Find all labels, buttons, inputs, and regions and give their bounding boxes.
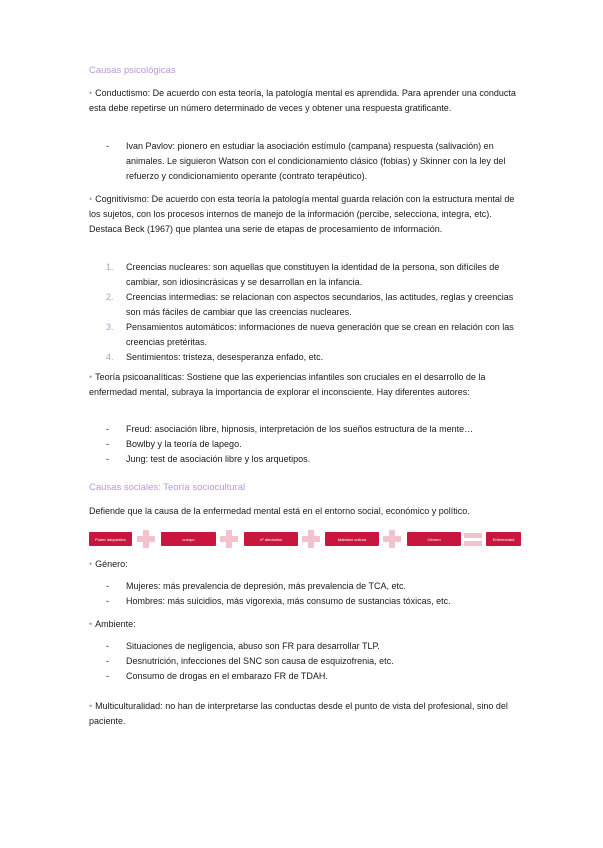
bullet-icon: •	[89, 88, 93, 98]
dash-marker: -	[106, 454, 109, 464]
ambiente-list	[106, 639, 522, 684]
list-item: 3. Pensamientos automáticos: informaciones de nueva generación que se crean en relación con las creencias pretéritas.	[106, 322, 514, 347]
list-item: - Bowlby y la teoría de lapego.	[106, 437, 522, 452]
list-item: - Ivan Pavlov: pionero en estudiar la asociación estímulo (campana) respuesta (salivación) en animales. Le siguieron Watson con el condicionamiento clásico (fobias) y Skinner con la ley del refuerzo y condicionamiento operante (contrato terapéutico).	[106, 141, 506, 181]
bullet-icon: •	[89, 559, 93, 569]
list-item: 2. Creencias intermedias: se relacionan con aspectos secundarios, las actitudes, reglas y creencias son más fáciles de cambiar que las creencias nucleares.	[106, 292, 514, 317]
equals-icon	[464, 532, 482, 546]
bullet-icon: •	[89, 701, 93, 711]
dash-marker: -	[106, 141, 109, 151]
paragraph-cognitivismo: • Cognitivismo: De acuerdo con esta teoría la patología mental guarda relación con la estructura mental de los sujetos, con los procesos internos de manejo de la información (percibe, selecciona, integra, etc). Destaca Beck (1967) que plantea una serie de etapas de procesamiento de información.	[89, 194, 515, 234]
plus-icon	[137, 530, 155, 548]
flow-box: nº afectados	[244, 532, 298, 546]
dash-marker: -	[106, 656, 109, 666]
paragraph-genero: • Género:	[89, 559, 128, 569]
flow-box: Malestar cultura	[325, 532, 379, 546]
paragraph-psicoanaliticas: • Teoría psicoanalíticas: Sostiene que las experiencias infantiles son cruciales en el desarrollo de la enfermedad mental, subraya la importancia de explorar el inconsciente. Hay diferentes autores:	[89, 372, 486, 397]
section-title-social: Causas sociales: Teoría sociocultural	[89, 482, 246, 493]
cognitivismo-list	[106, 260, 522, 365]
flow-box: Enfermedad	[486, 532, 521, 546]
list-item: 4. Sentimientos: tristeza, desesperanza enfado, etc.	[106, 350, 522, 365]
list-item: - Jung: test de asociación libre y los arquetipos.	[106, 452, 522, 467]
genero-list	[106, 579, 522, 609]
bullet-icon: •	[89, 619, 93, 629]
psicoanaliticas-list	[106, 422, 522, 467]
plus-icon	[383, 530, 401, 548]
flow-box: Poder adquisitivo	[89, 532, 132, 546]
number-marker: 2.	[106, 292, 114, 302]
dash-marker: -	[106, 671, 109, 681]
dash-marker: -	[106, 439, 109, 449]
plus-icon	[302, 530, 320, 548]
flow-box: Género	[407, 532, 461, 546]
dash-marker: -	[106, 596, 109, 606]
paragraph-ambiente: • Ambiente:	[89, 619, 136, 629]
paragraph-conductismo: • Conductismo: De acuerdo con esta teoría, la patología mental es aprendida. Para aprender una conducta esta debe repetirse un número determinado de veces y obtener una respuesta gratificante.	[89, 88, 516, 113]
plus-icon	[220, 530, 238, 548]
list-item: - Situaciones de negligencia, abuso son FR para desarrollar TLP.	[106, 639, 522, 654]
list-item: - Mujeres: más prevalencia de depresión, más prevalencia de TCA, etc.	[106, 579, 522, 594]
list-item: - Hombres: más suicidios, más vigorexia, más consumo de sustancias tóxicas, etc.	[106, 594, 522, 609]
dash-marker: -	[106, 641, 109, 651]
causes-flow-diagram	[89, 529, 521, 547]
bullet-icon: •	[89, 372, 93, 382]
list-item: 1. Creencias nucleares: son aquellas que constituyen la identidad de la persona, son difíciles de cambiar, son idiosincrásicas y se desarrollan en la infancia.	[106, 262, 500, 287]
flow-box: cuerpo	[161, 532, 216, 546]
number-marker: 4.	[106, 352, 114, 362]
list-item: - Desnutrición, infecciones del SNC son causa de esquizofrenia, etc.	[106, 654, 522, 669]
conductismo-list	[106, 139, 522, 184]
dash-marker: -	[106, 581, 109, 591]
list-item: - Freud: asociación libre, hipnosis, interpretación de los sueños estructura de la mente…	[106, 422, 522, 437]
dash-marker: -	[106, 424, 109, 434]
number-marker: 1.	[106, 262, 114, 272]
number-marker: 3.	[106, 322, 114, 332]
section-title-psychological: Causas psicológicas	[89, 65, 176, 76]
paragraph-social-intro: Defiende que la causa de la enfermedad mental está en el entorno social, económico y político.	[89, 506, 470, 516]
list-item: - Consumo de drogas en el embarazo FR de TDAH.	[106, 669, 522, 684]
bullet-icon: •	[89, 194, 93, 204]
paragraph-multiculturalidad: • Multiculturalidad: no han de interpretarse las conductas desde el punto de vista del profesional, sino del paciente.	[89, 701, 508, 726]
